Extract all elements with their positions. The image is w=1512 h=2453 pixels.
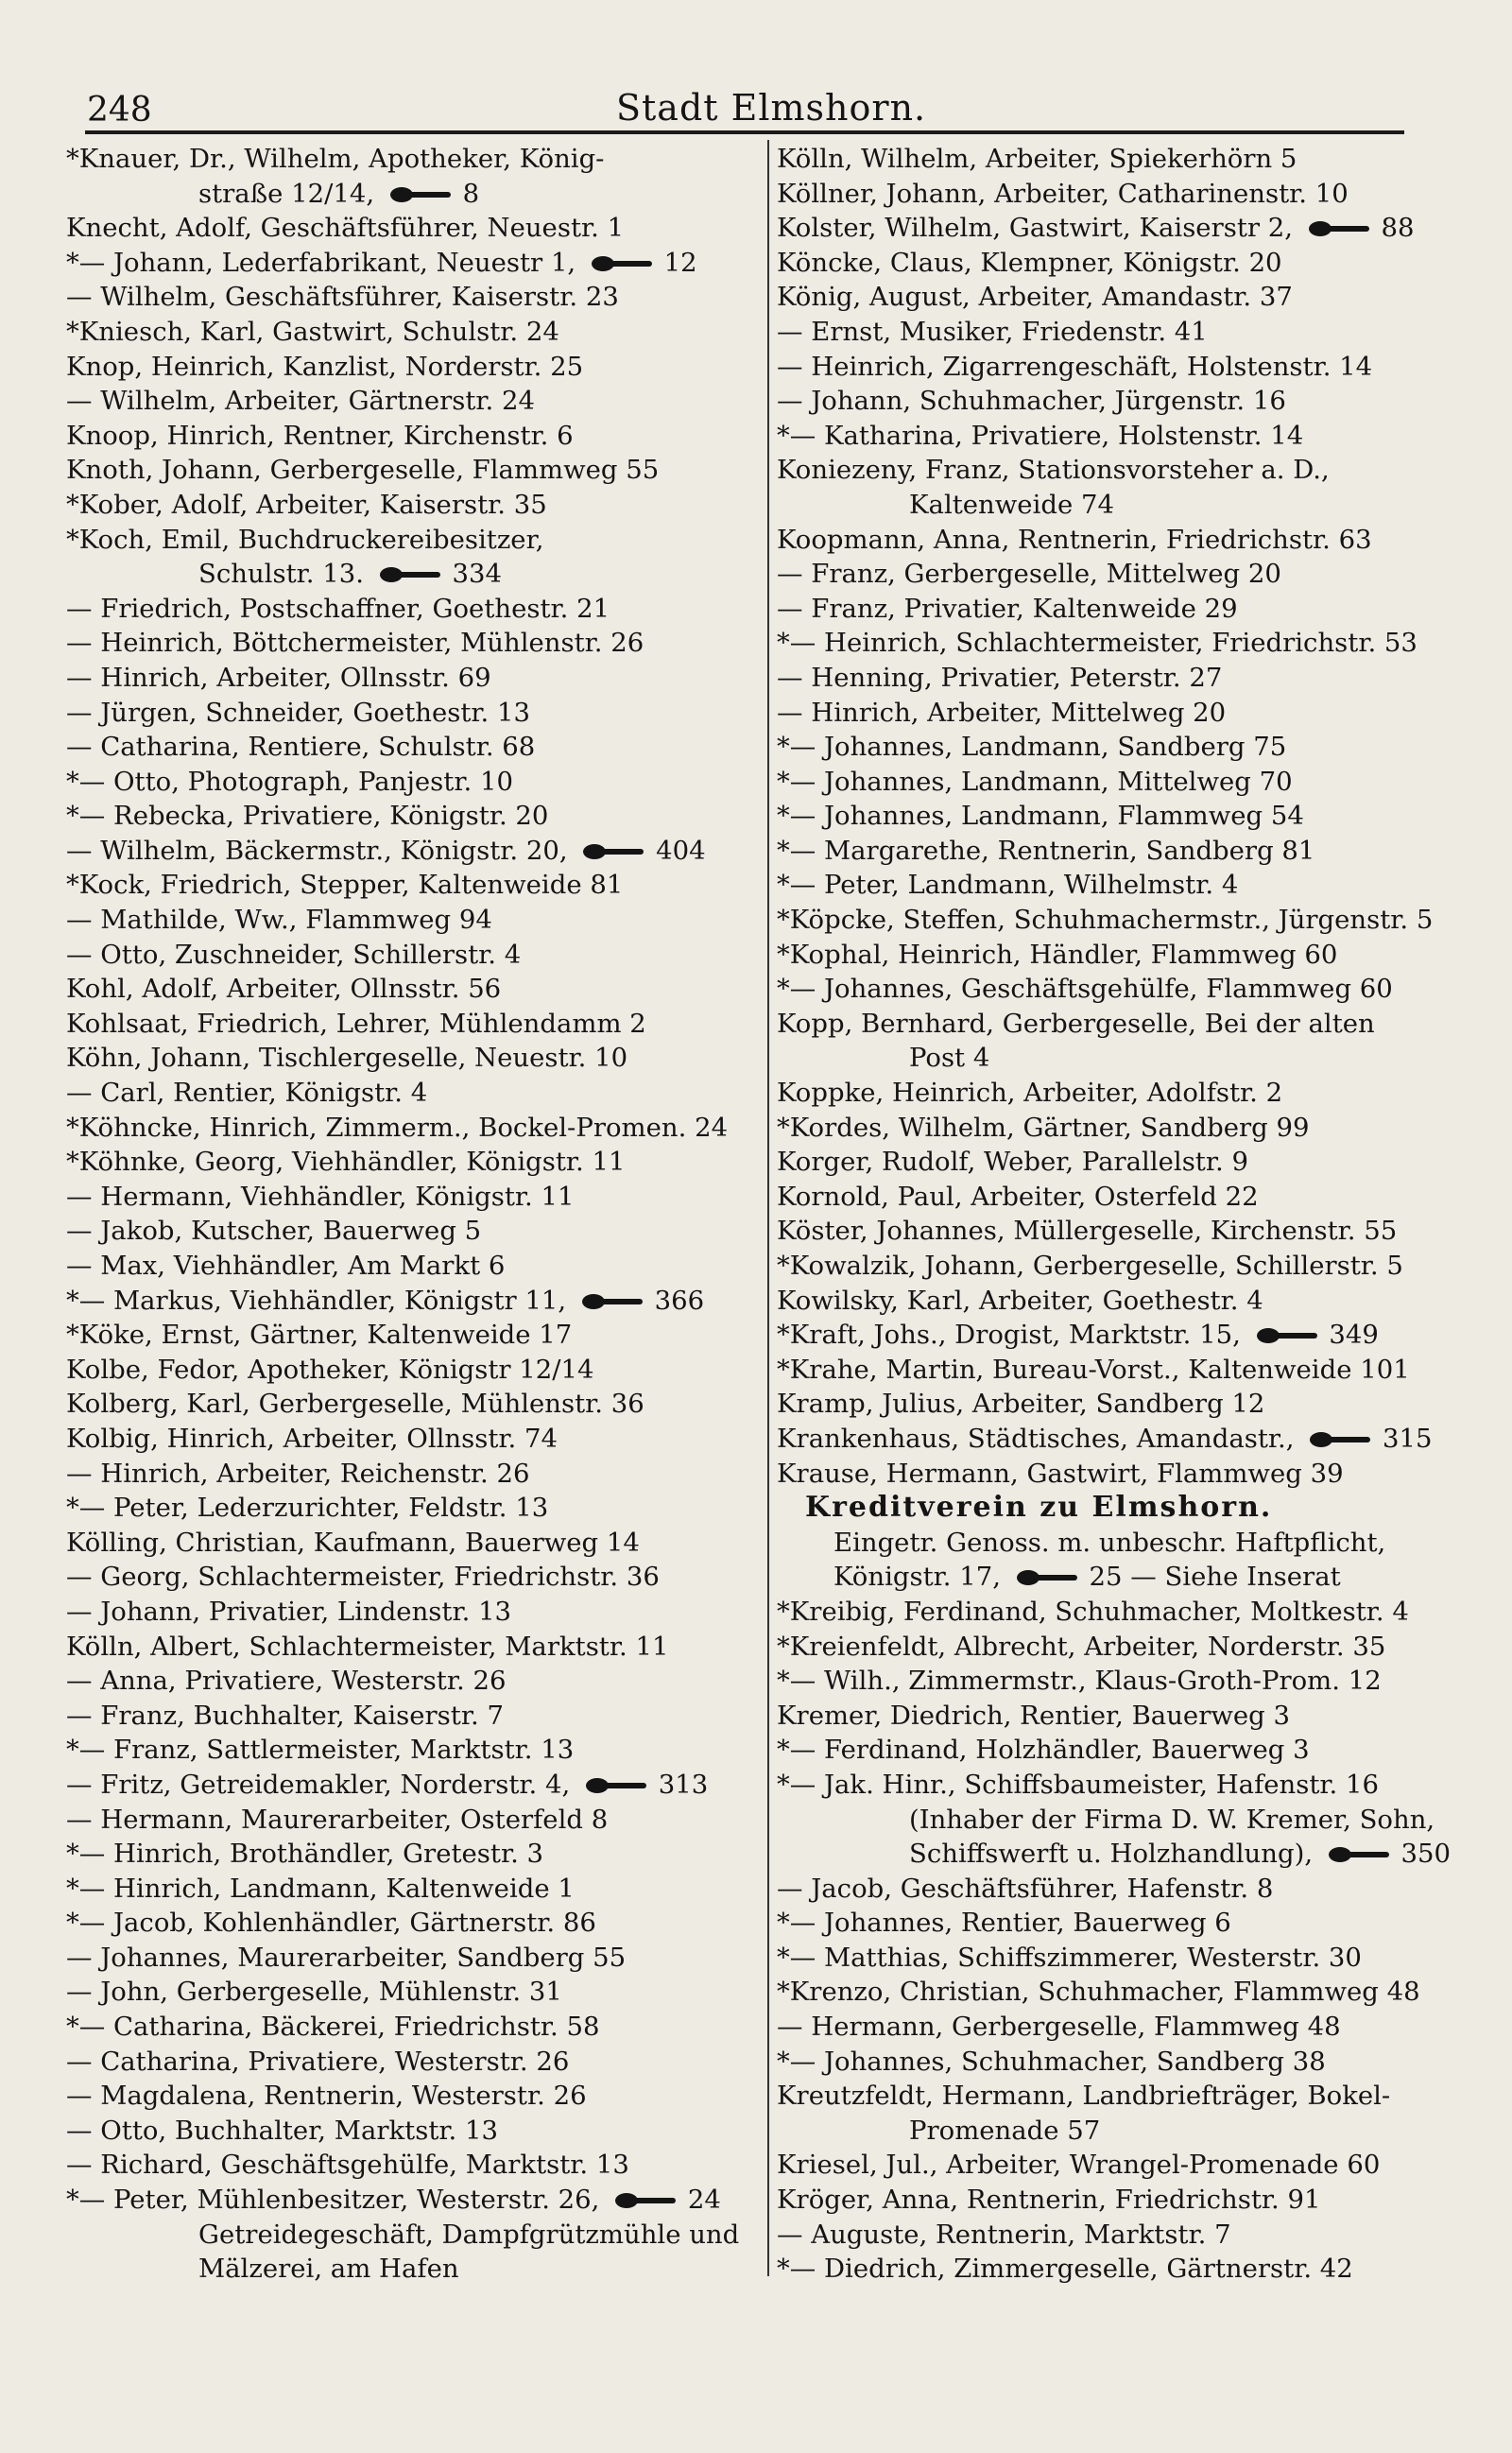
directory-entry: — Magdalena, Rentnerin, Westerstr. 26 [66, 2081, 587, 2112]
directory-entry: *— Jak. Hinr., Schiffsbaumeister, Hafenstr. 16 [777, 1769, 1379, 1800]
directory-entry: — Jakob, Kutscher, Bauerweg 5 [66, 1216, 482, 1247]
directory-entry: — Hermann, Maurerarbeiter, Osterfeld 8 [66, 1804, 609, 1835]
directory-entry: Knop, Heinrich, Kanzlist, Norderstr. 25 [66, 351, 584, 382]
directory-entry: Koniezeny, Franz, Stationsvorsteher a. D., [777, 455, 1330, 486]
directory-entry: *— Franz, Sattlermeister, Marktstr. 13 [66, 1735, 575, 1766]
directory-entry: *Köhncke, Hinrich, Zimmerm., Bockel-Promen. 24 [66, 1112, 729, 1143]
directory-entry: *— Peter, Landmann, Wilhelmstr. 4 [777, 870, 1239, 901]
directory-entry: — Otto, Zuschneider, Schillerstr. 4 [66, 939, 522, 970]
directory-entry: Kölling, Christian, Kaufmann, Bauerweg 14 [66, 1527, 640, 1558]
header-rule [85, 130, 1404, 134]
directory-entry: *— Heinrich, Schlachtermeister, Friedrichstr. 53 [777, 628, 1418, 659]
directory-entry: Köhn, Johann, Tischlergeselle, Neuestr. 10 [66, 1043, 628, 1074]
directory-entry: — Heinrich, Zigarrengeschäft, Holstenstr. 14 [777, 351, 1373, 382]
directory-entry: Kriesel, Jul., Arbeiter, Wrangel-Promenade 60 [777, 2150, 1381, 2181]
directory-entry: — Ernst, Musiker, Friedenstr. 41 [777, 316, 1208, 347]
directory-entry: — Johann, Schuhmacher, Jürgenstr. 16 [777, 386, 1286, 417]
directory-entry: *— Otto, Photograph, Panjestr. 10 [66, 766, 513, 797]
directory-entry: *Knauer, Dr., Wilhelm, Apotheker, König- [66, 144, 605, 174]
directory-entry: Kreutzfeldt, Hermann, Landbriefträger, Bokel- [777, 2081, 1391, 2112]
telephone-icon [615, 2191, 676, 2210]
right-column [777, 142, 1457, 2287]
directory-entry: *— Diedrich, Zimmergeselle, Gärtnerstr. 42 [777, 2254, 1353, 2285]
directory-entry: Krankenhaus, Städtisches, Amandastr., 315 [777, 1423, 1433, 1454]
directory-entry: — Franz, Buchhalter, Kaiserstr. 7 [66, 1700, 504, 1731]
directory-entry: — Jürgen, Schneider, Goethestr. 13 [66, 697, 531, 728]
telephone-icon [583, 842, 644, 861]
directory-entry: — Wilhelm, Geschäftsführer, Kaiserstr. 23 [66, 282, 619, 313]
directory-entry: — Catharina, Privatiere, Westerstr. 26 [66, 2046, 570, 2077]
directory-entry: Kaltenweide 74 [909, 489, 1114, 520]
telephone-icon [1017, 1568, 1077, 1587]
directory-entry: *— Johannes, Geschäftsgehülfe, Flammweg 60 [777, 974, 1393, 1005]
directory-entry: *— Rebecka, Privatiere, Königstr. 20 [66, 801, 549, 832]
telephone-icon [586, 1776, 646, 1795]
directory-entry: *— Wilh., Zimmermstr., Klaus-Groth-Prom. 12 [777, 1666, 1382, 1697]
directory-entry: Getreidegeschäft, Dampfgrützmühle und [198, 2219, 740, 2250]
directory-entry: Köncke, Claus, Klempner, Königstr. 20 [777, 247, 1282, 278]
column-divider [767, 140, 769, 2276]
directory-entry: Königstr. 17, 25 — Siehe Inserat [833, 1562, 1341, 1593]
directory-entry: *Kniesch, Karl, Gastwirt, Schulstr. 24 [66, 316, 559, 347]
directory-entry: *— Johannes, Landmann, Mittelweg 70 [777, 766, 1293, 797]
directory-entry: — Hinrich, Arbeiter, Reichenstr. 26 [66, 1458, 530, 1489]
directory-entry: — Anna, Privatiere, Westerstr. 26 [66, 1666, 507, 1697]
directory-entry: *— Hinrich, Brothändler, Gretestr. 3 [66, 1839, 544, 1870]
directory-entry: König, August, Arbeiter, Amandastr. 37 [777, 282, 1293, 313]
directory-entry: *— Johann, Lederfabrikant, Neuestr 1, 12 [66, 247, 697, 278]
directory-entry: Krause, Hermann, Gastwirt, Flammweg 39 [777, 1458, 1344, 1489]
directory-entry: *— Johannes, Rentier, Bauerweg 6 [777, 1908, 1231, 1939]
directory-entry: *— Jacob, Kohlenhändler, Gärtnerstr. 86 [66, 1908, 596, 1939]
directory-entry: — Carl, Rentier, Königstr. 4 [66, 1078, 428, 1109]
directory-entry: Kramp, Julius, Arbeiter, Sandberg 12 [777, 1389, 1265, 1420]
directory-entry: Knoth, Johann, Gerbergeselle, Flammweg 55 [66, 455, 660, 486]
directory-entry: — Johannes, Maurerarbeiter, Sandberg 55 [66, 1942, 627, 1973]
directory-entry: *Köke, Ernst, Gärtner, Kaltenweide 17 [66, 1320, 573, 1351]
directory-entry: *Koch, Emil, Buchdruckereibesitzer, [66, 524, 544, 555]
directory-entry: Kohl, Adolf, Arbeiter, Ollnsstr. 56 [66, 974, 502, 1005]
directory-entry: Kölln, Wilhelm, Arbeiter, Spiekerhörn 5 [777, 144, 1297, 174]
directory-entry: *— Peter, Lederzurichter, Feldstr. 13 [66, 1493, 549, 1524]
directory-entry: Schulstr. 13. 334 [198, 559, 502, 590]
directory-entry: *Kock, Friedrich, Stepper, Kaltenweide 81 [66, 870, 624, 901]
directory-entry: Kreditverein zu Elmshorn. [805, 1491, 1273, 1525]
directory-entry: — Franz, Gerbergeselle, Mittelweg 20 [777, 559, 1281, 590]
directory-entry: Kohlsaat, Friedrich, Lehrer, Mühlendamm 2 [66, 1008, 646, 1039]
directory-entry: *Kober, Adolf, Arbeiter, Kaiserstr. 35 [66, 489, 547, 520]
directory-entry: *Kowalzik, Johann, Gerbergeselle, Schillerstr. 5 [777, 1251, 1403, 1281]
directory-entry: *— Hinrich, Landmann, Kaltenweide 1 [66, 1873, 575, 1904]
directory-entry: — Friedrich, Postschaffner, Goethestr. 21 [66, 593, 610, 624]
directory-entry: Post 4 [909, 1043, 990, 1074]
telephone-icon [1329, 1845, 1389, 1864]
directory-entry: Eingetr. Genoss. m. unbeschr. Haftpflicht, [833, 1527, 1386, 1558]
directory-entry: — Wilhelm, Arbeiter, Gärtnerstr. 24 [66, 386, 536, 417]
directory-entry: — Hinrich, Arbeiter, Mittelweg 20 [777, 697, 1227, 728]
directory-entry: Kornold, Paul, Arbeiter, Osterfeld 22 [777, 1181, 1259, 1212]
telephone-icon [582, 1292, 643, 1311]
directory-entry: Kremer, Diedrich, Rentier, Bauerweg 3 [777, 1700, 1290, 1731]
directory-entry: *— Katharina, Privatiere, Holstenstr. 14 [777, 420, 1304, 451]
directory-entry: Schiffswerft u. Holzhandlung), 350 [909, 1839, 1452, 1870]
directory-entry: Promenade 57 [909, 2115, 1101, 2146]
directory-entry: — Henning, Privatier, Peterstr. 27 [777, 662, 1223, 693]
telephone-icon [1309, 219, 1369, 238]
directory-entry: *Kreibig, Ferdinand, Schuhmacher, Moltkestr. 4 [777, 1596, 1409, 1627]
directory-entry: Koppke, Heinrich, Arbeiter, Adolfstr. 2 [777, 1078, 1283, 1109]
directory-entry: Knoop, Hinrich, Rentner, Kirchenstr. 6 [66, 420, 574, 451]
directory-entry: — Fritz, Getreidemakler, Norderstr. 4, 313 [66, 1769, 709, 1800]
directory-entry: Kowilsky, Karl, Arbeiter, Goethestr. 4 [777, 1285, 1263, 1316]
directory-entry: Kölln, Albert, Schlachtermeister, Marktstr. 11 [66, 1631, 669, 1662]
telephone-icon [390, 185, 451, 204]
directory-entry: *Krahe, Martin, Bureau-Vorst., Kaltenweide 101 [777, 1354, 1410, 1385]
left-column [66, 142, 756, 2287]
directory-entry: — Max, Viehhändler, Am Markt 6 [66, 1251, 506, 1281]
directory-entry: *— Catharina, Bäckerei, Friedrichstr. 58 [66, 2012, 600, 2043]
directory-entry: — Mathilde, Ww., Flammweg 94 [66, 905, 492, 936]
directory-entry: *— Margarethe, Rentnerin, Sandberg 81 [777, 835, 1315, 866]
directory-entry: *Köpcke, Steffen, Schuhmachermstr., Jürgenstr. 5 [777, 905, 1434, 936]
directory-entry: Koopmann, Anna, Rentnerin, Friedrichstr. 63 [777, 524, 1372, 555]
directory-entry: Kolbe, Fedor, Apotheker, Königstr 12/14 [66, 1354, 594, 1385]
directory-entry: Kröger, Anna, Rentnerin, Friedrichstr. 91 [777, 2185, 1321, 2216]
directory-entry: — Richard, Geschäftsgehülfe, Marktstr. 13 [66, 2150, 629, 2181]
directory-entry: — Johann, Privatier, Lindenstr. 13 [66, 1596, 512, 1627]
telephone-icon [592, 254, 652, 273]
directory-entry: Kopp, Bernhard, Gerbergeselle, Bei der alten [777, 1008, 1375, 1039]
directory-entry: — Auguste, Rentnerin, Marktstr. 7 [777, 2219, 1231, 2250]
directory-entry: *— Matthias, Schiffszimmerer, Westerstr. 30 [777, 1942, 1362, 1973]
directory-entry: — John, Gerbergeselle, Mühlenstr. 31 [66, 1977, 562, 2008]
directory-entry: Kolberg, Karl, Gerbergeselle, Mühlenstr. 36 [66, 1389, 644, 1420]
directory-entry: — Hermann, Gerbergeselle, Flammweg 48 [777, 2012, 1341, 2043]
running-head: Stadt Elmshorn. [616, 87, 927, 129]
directory-entry: *Kordes, Wilhelm, Gärtner, Sandberg 99 [777, 1112, 1310, 1143]
directory-entry: — Heinrich, Böttchermeister, Mühlenstr. 26 [66, 628, 644, 659]
directory-entry: *Kreienfeldt, Albrecht, Arbeiter, Norderstr. 35 [777, 1631, 1386, 1662]
directory-entry: Kolster, Wilhelm, Gastwirt, Kaiserstr 2, 88 [777, 213, 1415, 244]
directory-entry: — Hinrich, Arbeiter, Ollnsstr. 69 [66, 662, 491, 693]
page-number: 248 [87, 91, 152, 130]
telephone-icon [1310, 1430, 1370, 1449]
directory-entry: *Kophal, Heinrich, Händler, Flammweg 60 [777, 939, 1338, 970]
directory-entry: Kolbig, Hinrich, Arbeiter, Ollnsstr. 74 [66, 1423, 558, 1454]
directory-entry: *— Johannes, Landmann, Sandberg 75 [777, 732, 1287, 763]
directory-entry: *— Peter, Mühlenbesitzer, Westerstr. 26, 24 [66, 2185, 721, 2216]
directory-entry: — Franz, Privatier, Kaltenweide 29 [777, 593, 1238, 624]
directory-entry: — Wilhelm, Bäckermstr., Königstr. 20, 404 [66, 835, 706, 866]
directory-entry: *— Johannes, Schuhmacher, Sandberg 38 [777, 2046, 1326, 2077]
directory-entry: Köster, Johannes, Müllergeselle, Kirchenstr. 55 [777, 1216, 1398, 1247]
directory-entry: Köllner, Johann, Arbeiter, Catharinenstr. 10 [777, 178, 1349, 209]
directory-entry: *Kraft, Johs., Drogist, Marktstr. 15, 349 [777, 1320, 1379, 1351]
directory-entry: — Georg, Schlachtermeister, Friedrichstr. 36 [66, 1562, 660, 1593]
directory-entry: (Inhaber der Firma D. W. Kremer, Sohn, [909, 1804, 1435, 1835]
telephone-icon [1257, 1326, 1317, 1345]
directory-entry: *Köhnke, Georg, Viehhändler, Königstr. 11 [66, 1147, 626, 1178]
directory-entry: Knecht, Adolf, Geschäftsführer, Neuestr. 1 [66, 213, 625, 244]
directory-entry: Korger, Rudolf, Weber, Parallelstr. 9 [777, 1147, 1248, 1178]
directory-entry: *— Johannes, Landmann, Flammweg 54 [777, 801, 1304, 832]
directory-entry: *Krenzo, Christian, Schuhmacher, Flammweg 48 [777, 1977, 1420, 2008]
directory-entry: — Otto, Buchhalter, Marktstr. 13 [66, 2115, 498, 2146]
directory-entry: *— Ferdinand, Holzhändler, Bauerweg 3 [777, 1735, 1310, 1766]
directory-entry: Mälzerei, am Hafen [198, 2254, 459, 2285]
directory-entry: — Catharina, Rentiere, Schulstr. 68 [66, 732, 536, 763]
directory-entry: — Hermann, Viehhändler, Königstr. 11 [66, 1181, 575, 1212]
directory-entry: *— Markus, Viehhändler, Königstr 11, 366 [66, 1285, 705, 1316]
directory-entry: — Jacob, Geschäftsführer, Hafenstr. 8 [777, 1873, 1274, 1904]
telephone-icon [380, 565, 440, 584]
directory-entry: straße 12/14, 8 [198, 178, 480, 209]
